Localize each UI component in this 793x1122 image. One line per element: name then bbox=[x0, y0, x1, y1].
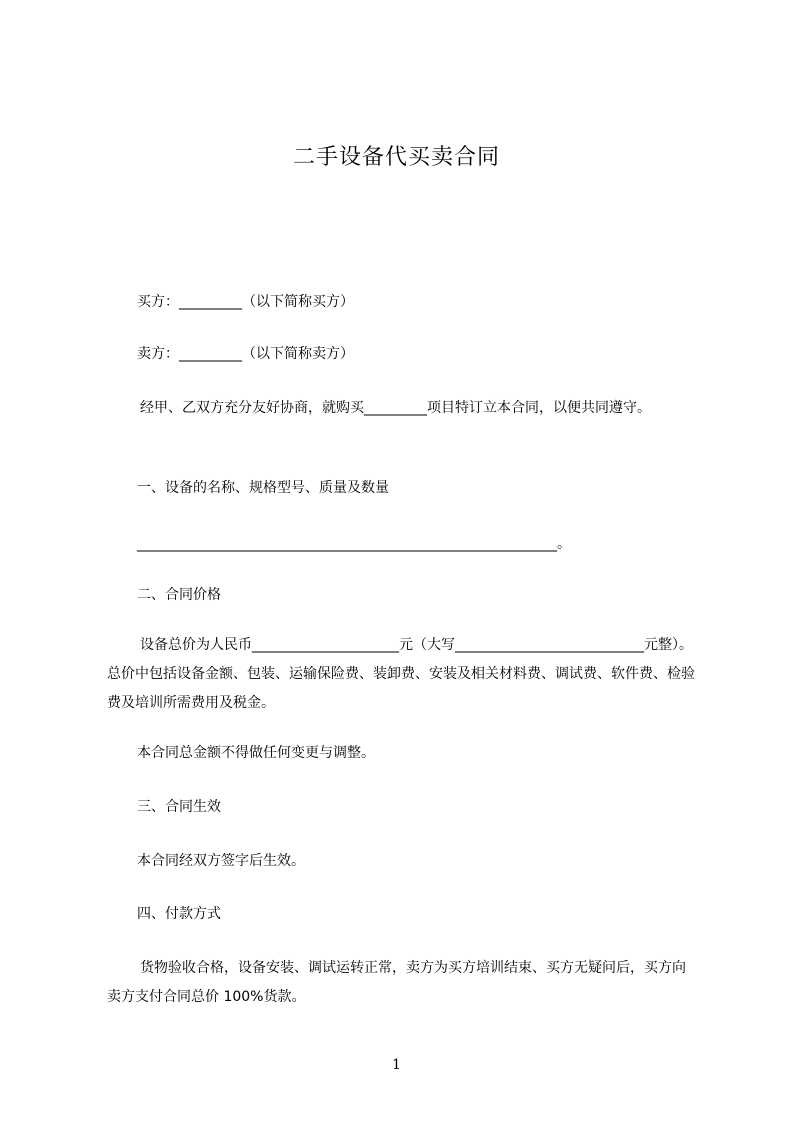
section4-heading: 四、付款方式 bbox=[137, 906, 221, 922]
section1-heading: 一、设备的名称、规格型号、质量及数量 bbox=[137, 480, 389, 496]
section3-heading: 三、合同生效 bbox=[137, 799, 221, 815]
intro-text: 经甲、乙双方充分友好协商，就购买_________项目特订立本合同，以便共同遵守。 bbox=[140, 400, 651, 416]
effect-text: 本合同经双方签字后生效。 bbox=[137, 853, 305, 869]
price-fixed-text: 本合同总金额不得做任何变更与调整。 bbox=[137, 745, 375, 761]
section2-heading: 二、合同价格 bbox=[137, 587, 221, 603]
document-title: 二手设备代买卖合同 bbox=[292, 145, 500, 170]
intro-paragraph bbox=[107, 394, 697, 423]
seller-line: 卖方：_________（以下简称卖方） bbox=[137, 346, 354, 362]
price-paragraph bbox=[107, 631, 697, 718]
price-text: 设备总价为人民币_____________________元（大写___________________________元整）。总价中包括设备金额、包装、运输保险费、装卸费、安装及相关材料费、调试费、软件费、检验费及培训所需费用及税金。 bbox=[107, 637, 695, 711]
payment-text: 货物验收合格，设备安装、调试运转正常，卖方为买方培训结束、买方无疑问后，买方向卖方支付合同总价 100%货款。 bbox=[107, 960, 686, 1005]
buyer-line: 买方：_________（以下简称买方） bbox=[137, 294, 354, 310]
section1-blank-line: ____________________________________________________________。 bbox=[137, 536, 571, 552]
payment-paragraph bbox=[107, 954, 697, 1012]
page-number: 1 bbox=[392, 1057, 401, 1073]
